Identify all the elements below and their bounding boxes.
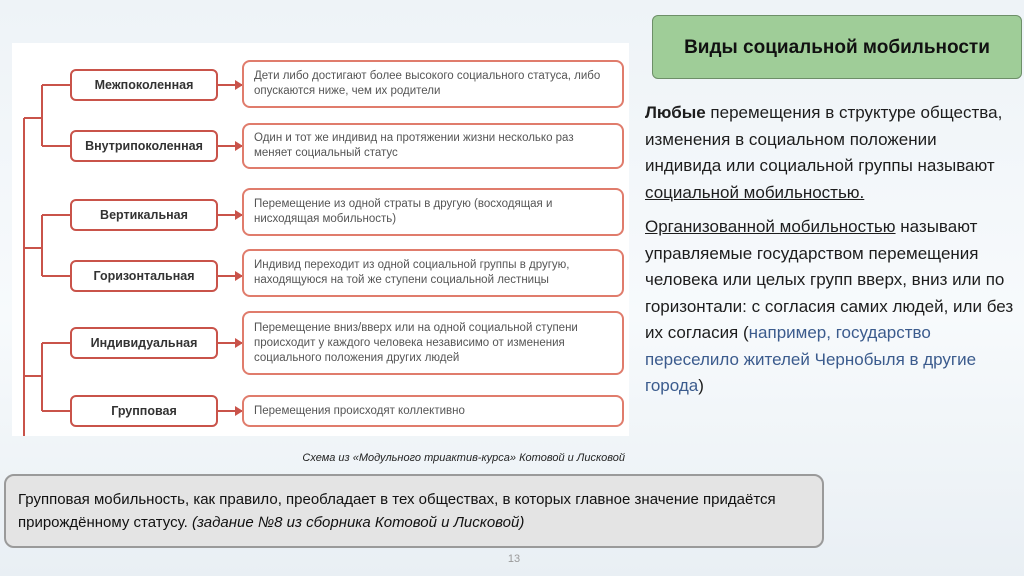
category-horizontal: Горизонтальная [70,260,218,292]
category-intergenerational: Межпоколенная [70,69,218,101]
definition-bold-start: Любые [645,103,706,122]
definition-paragraph [645,100,1017,206]
organized-example: например, государство переселило жителей Чернобыля в другие города [645,323,977,395]
slide-title: Виды социальной мобильности [652,15,1022,79]
category-intragenerational: Внутрипоколенная [70,130,218,162]
category-group: Групповая [70,395,218,427]
description-vertical: Перемещение из одной страты в другую (восходящая и нисходящая мобильность) [242,188,624,236]
description-intragenerational: Один и тот же индивид на протяжении жизни несколько раз меняет социальный статус [242,123,624,169]
organized-text: называют управляемые государством перемещения человека или целых групп вверх, вниз или по горизонтали: с согласия самих людей, или без их согласия ( [645,217,1014,342]
page-number: 13 [507,553,521,565]
organized-paragraph [645,214,1017,400]
definition-term: социальной мобильностью. [645,182,865,202]
definitions-panel [645,100,1017,408]
organized-term: Организованной мобильностью [645,217,896,236]
definition-text: перемещения в структуре общества, изменения в социальном положении индивида или социальной группы называют [645,103,1003,175]
description-individual: Перемещение вниз/вверх или на одной социальной ступени происходит у каждого человека независимо от изменения социального положения других людей [242,311,624,375]
description-group: Перемещения происходят коллективно [242,395,624,427]
note-source: (задание №8 из сборника Котовой и Лисковой) [191,514,525,531]
organized-close: ) [698,376,704,395]
note-text: Групповая мобильность, как правило, преобладает в тех обществах, в которых главное значение придаётся прирождённому статусу. [18,491,776,531]
category-individual: Индивидуальная [70,327,218,359]
description-horizontal: Индивид переходит из одной социальной группы в другую, находящуюся на той же ступени социальной лестницы [242,249,624,297]
category-vertical: Вертикальная [70,199,218,231]
note-box [4,474,824,548]
diagram-caption: Схема из «Модульного триактив-курса» Котовой и Лисковой [302,452,625,464]
mobility-diagram [12,43,629,436]
description-intergenerational: Дети либо достигают более высокого социального статуса, либо опускаются ниже, чем их родители [242,60,624,108]
